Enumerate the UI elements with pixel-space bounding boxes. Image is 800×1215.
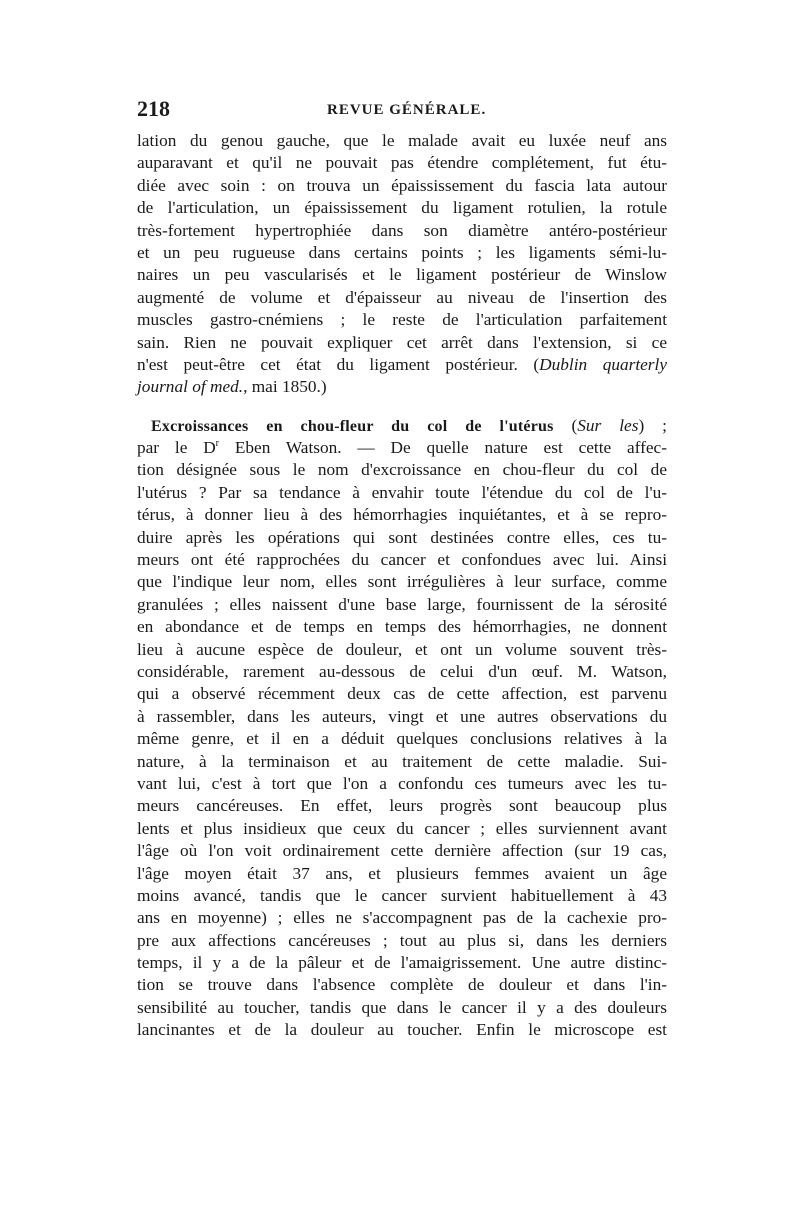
superscript: r xyxy=(215,438,220,450)
text-line: très-fortement hypertrophiée dans son diamètre antéro-postérieur xyxy=(137,220,667,240)
text-line: tion désignée sous le nom d'excroissance en chou-fleur du col de xyxy=(137,460,667,480)
text-line: muscles gastro-cnémiens ; le reste de l'articulation parfaitement xyxy=(137,310,667,330)
book-page xyxy=(137,96,667,1042)
body-text xyxy=(137,130,667,1042)
text-line: granulées ; elles naissent d'une base large, fournissent de la sérosité xyxy=(137,594,667,614)
text-line: meurs cancéreuses. En effet, leurs progrès sont beaucoup plus xyxy=(137,796,667,816)
text-line: qui a observé récemment deux cas de cette affection, est parvenu xyxy=(137,684,667,704)
text-line: meurs ont été rapprochées du cancer et confondues avec lui. Ainsi xyxy=(137,550,667,570)
text-segment: n'est peut-être cet état du ligament postérieur. ( xyxy=(137,354,540,374)
page-header xyxy=(137,96,667,130)
text-line: lieu à aucune espèce de douleur, et ont un volume souvent très- xyxy=(137,639,667,659)
text-line: temps, il y a de la pâleur et de l'amaigrissement. Une autre distinc- xyxy=(137,953,667,973)
text-line xyxy=(137,437,667,459)
running-head: REVUE GÉNÉRALE. xyxy=(327,102,487,118)
text-line: lancinantes et de la douleur au toucher. Enfin le microscope est xyxy=(137,1020,667,1040)
text-line xyxy=(137,354,667,376)
article-title-italic: Sur les xyxy=(577,415,639,435)
text-line: et un peu rugueuse dans certains points ; les ligaments sémi-lu- xyxy=(137,242,667,262)
text-line: sain. Rien ne pouvait expliquer cet arrêt dans l'extension, si ce xyxy=(137,332,667,352)
text-line: l'âge moyen était 37 ans, et plusieurs femmes avaient un âge xyxy=(137,863,667,883)
text-line: l'âge où l'on voit ordinairement cette dernière affection (sur 19 cas, xyxy=(137,841,667,861)
text-segment: ( xyxy=(553,415,578,435)
text-line: moins avancé, tandis que le cancer survient habituellement à 43 xyxy=(137,885,667,905)
text-segment: ) ; xyxy=(638,415,667,435)
text-line xyxy=(137,376,667,398)
text-line: sensibilité au toucher, tandis que dans le cancer il y a des douleurs xyxy=(137,997,667,1017)
text-line: ans en moyenne) ; elles ne s'accompagnent pas de la cachexie pro- xyxy=(137,908,667,928)
text-line: vant lui, c'est à tort que l'on a confondu ces tumeurs avec les tu- xyxy=(137,773,667,793)
text-line: même genre, et il en a déduit quelques conclusions relatives à la xyxy=(137,729,667,749)
citation-journal-cont: journal of med. xyxy=(137,377,244,397)
text-line: augmenté de volume et d'épaisseur au niveau de l'insertion des xyxy=(137,287,667,307)
page-number: 218 xyxy=(137,96,170,121)
text-line: lation du genou gauche, que le malade avait eu luxée neuf ans xyxy=(137,131,667,150)
text-line: considérable, rarement au-dessous de celui d'un œuf. M. Watson, xyxy=(137,661,667,681)
text-line: térus, à donner lieu à des hémorrhagies inquiétantes, et à se repro- xyxy=(137,505,667,525)
citation-date: , mai 1850.) xyxy=(243,377,327,397)
article-entry xyxy=(137,415,667,1042)
citation-journal: Dublin quarterly xyxy=(539,354,668,374)
text-segment: Eben Watson. — De quelle nature est cette affec- xyxy=(219,438,667,458)
text-line: nature, à la terminaison et au traitement de cette maladie. Sui- xyxy=(137,751,667,771)
text-line: diée avec soin : on trouva un épaississement du fascia lata autour xyxy=(137,175,667,195)
text-segment: par le D xyxy=(137,438,216,458)
paragraph-gap xyxy=(137,399,667,415)
text-line xyxy=(137,415,667,437)
text-line: duire après les opérations qui sont destinées contre elles, ces tu- xyxy=(137,527,667,547)
text-line: tion se trouve dans l'absence complète de douleur et dans l'in- xyxy=(137,975,667,995)
paragraph-continuation xyxy=(137,130,667,399)
text-line: auparavant et qu'il ne pouvait pas étendre complétement, fut étu- xyxy=(137,153,667,173)
article-title: Excroissances en chou-fleur du col de l'utérus xyxy=(151,417,554,435)
text-line: que l'indique leur nom, elles sont irrégulières à leur surface, comme xyxy=(137,572,667,592)
text-line: à rassembler, dans les auteurs, vingt et une autres observations du xyxy=(137,706,667,726)
text-line: lents et plus insidieux que ceux du cancer ; elles surviennent avant xyxy=(137,818,667,838)
text-line: de l'articulation, un épaississement du ligament rotulien, la rotule xyxy=(137,198,667,218)
text-line: l'utérus ? Par sa tendance à envahir toute l'étendue du col de l'u- xyxy=(137,482,667,502)
text-line: naires un peu vascularisés et le ligament postérieur de Winslow xyxy=(137,265,667,285)
text-line: pre aux affections cancéreuses ; tout au plus si, dans les derniers xyxy=(137,930,667,950)
text-line: en abondance et de temps en temps des hémorrhagies, ne donnent xyxy=(137,617,667,637)
